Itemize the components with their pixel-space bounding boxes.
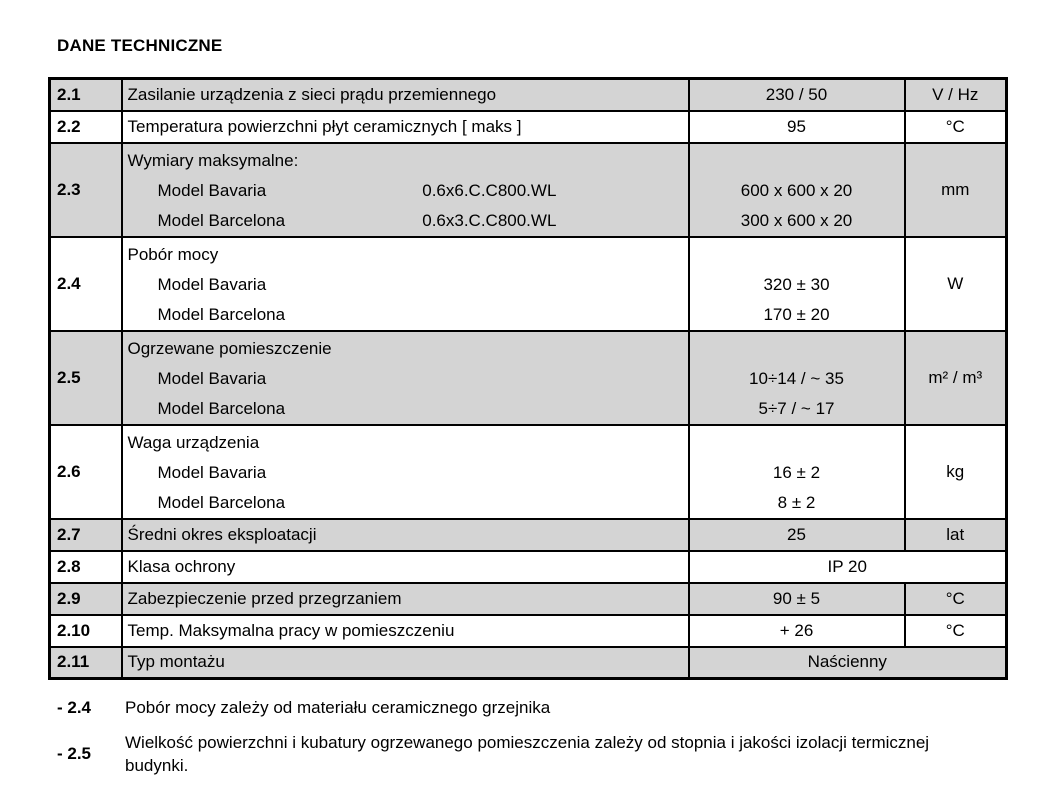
row-description: Zasilanie urządzenia z sieci prądu przemiennego [122,79,689,111]
row-subline [128,458,688,488]
value-line: 600 x 600 x 20 [740,180,853,200]
row-subline [128,206,688,236]
row-heading: Ogrzewane pomieszczenie [127,338,332,358]
row-number: 2.9 [50,583,122,615]
page-title: DANE TECHNICZNE [57,36,223,55]
row-value: + 26 [689,615,905,647]
model-label: Model Bavaria [157,462,267,482]
table-row [50,583,1007,615]
row-heading: Waga urządzenia [127,432,260,452]
value-line: 5÷7 / ~ 17 [758,398,835,418]
model-label: Model Barcelona [157,304,286,324]
row-number: 2.11 [50,647,122,679]
value-line: 8 ± 2 [777,492,816,512]
model-code: 0.6x3.C.C800.WL [422,210,557,230]
row-description: Średni okres eksploatacji [122,519,689,551]
footnote-text: Wielkość powierzchni i kubatury ogrzewanego pomieszczenia zależy od stopnia i jakości izolacji termicznej budynki. [125,733,930,775]
row-value: IP 20 [689,551,1007,583]
model-label: Model Barcelona [157,210,286,230]
footnote [48,731,1047,777]
row-unit: mm [905,143,1007,237]
model-label: Model Bavaria [157,368,267,388]
model-label: Model Bavaria [157,274,267,294]
row-subline [128,270,688,300]
row-unit: m² / m³ [905,331,1007,425]
row-heading: Wymiary maksymalne: [127,150,299,170]
row-subline [128,364,688,394]
row-description: Temperatura powierzchni płyt ceramicznych [ maks ] [122,111,689,143]
table-row [50,425,1007,519]
row-description [122,331,689,425]
row-subline [128,176,688,206]
table-row [50,519,1007,551]
model-label: Model Barcelona [157,398,286,418]
row-description: Temp. Maksymalna pracy w pomieszczeniu [122,615,689,647]
row-number: 2.7 [50,519,122,551]
table-row [50,615,1007,647]
row-unit: lat [905,519,1007,551]
row-description: Klasa ochrony [122,551,689,583]
table-row [50,331,1007,425]
row-number: 2.4 [50,237,122,331]
row-description [122,237,689,331]
footnote-text: Pobór mocy zależy od materiału ceramicznego grzejnika [125,698,551,717]
row-description [122,425,689,519]
row-subline [128,394,688,424]
value-line: 170 ± 20 [763,304,830,324]
row-number: 2.10 [50,615,122,647]
footnote-label: - 2.5 [57,744,92,763]
table-row [50,551,1007,583]
value-line: 16 ± 2 [772,462,821,482]
row-unit: W [905,237,1007,331]
model-label: Model Bavaria [157,180,267,200]
row-value: 25 [689,519,905,551]
footnote-label: - 2.4 [57,697,92,717]
row-unit: V / Hz [905,79,1007,111]
row-value: 230 / 50 [689,79,905,111]
row-value [689,237,905,331]
row-value [689,143,905,237]
value-spacer [690,428,904,458]
table-row [50,111,1007,143]
row-description [122,143,689,237]
row-value: 90 ± 5 [689,583,905,615]
footnotes [48,696,1047,777]
row-unit: °C [905,615,1007,647]
table-row [50,237,1007,331]
row-heading: Pobór mocy [127,244,219,264]
value-line: 300 x 600 x 20 [740,210,853,230]
row-value [689,425,905,519]
row-number: 2.8 [50,551,122,583]
value-spacer [690,146,904,176]
row-number: 2.6 [50,425,122,519]
row-number: 2.1 [50,79,122,111]
row-value: 95 [689,111,905,143]
row-description: Zabezpieczenie przed przegrzaniem [122,583,689,615]
table-row [50,647,1007,679]
model-label: Model Barcelona [157,492,286,512]
row-unit: °C [905,583,1007,615]
row-number: 2.2 [50,111,122,143]
table-row [50,79,1007,111]
row-number: 2.3 [50,143,122,237]
row-value: Naścienny [689,647,1007,679]
value-line: 10÷14 / ~ 35 [749,368,844,388]
value-spacer [690,240,904,270]
row-value [689,331,905,425]
footnote [48,696,1047,719]
row-description: Typ montażu [122,647,689,679]
table-row [50,143,1007,237]
row-unit: °C [905,111,1007,143]
row-subline [128,300,688,330]
row-subline [128,488,688,518]
row-unit: kg [905,425,1007,519]
value-spacer [690,334,904,364]
technical-data-table [48,77,1008,680]
value-line: 320 ± 30 [763,274,830,294]
row-number: 2.5 [50,331,122,425]
model-code: 0.6x6.C.C800.WL [422,180,557,200]
